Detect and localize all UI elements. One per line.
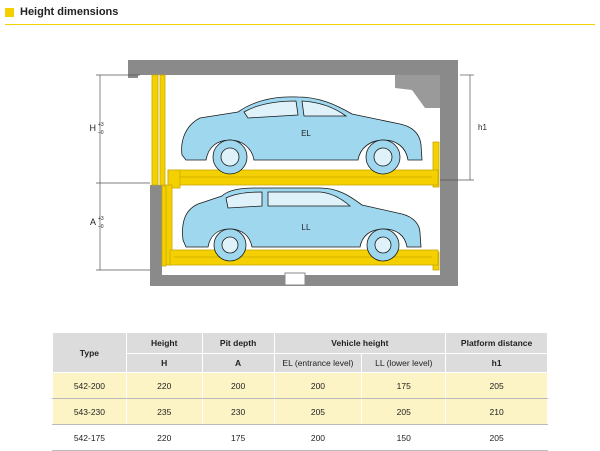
label-ll: LL: [301, 223, 311, 232]
table-row: [53, 399, 548, 425]
section-title: Height dimensions: [20, 6, 119, 18]
label-h1: h1: [478, 123, 487, 132]
label-h-tolerance-lower: –0: [98, 130, 104, 136]
cell-el: 200: [274, 373, 362, 399]
label-h-tolerance-upper: +3: [98, 122, 104, 128]
cell-h1: 205: [446, 373, 548, 399]
label-a-tolerance-lower: –0: [98, 224, 104, 230]
col-pit-depth: Pit depth: [202, 333, 274, 354]
cell-el: 200: [274, 425, 362, 451]
col-vehicle-height: Vehicle height: [274, 333, 446, 354]
cell-height: 220: [126, 425, 202, 451]
col-type: Type: [53, 333, 127, 373]
upper-platform: [168, 170, 438, 188]
col-platform-sub: h1: [446, 354, 548, 373]
cell-height: 235: [126, 399, 202, 425]
col-el: EL (entrance level): [274, 354, 362, 373]
cell-type: 542-175: [53, 425, 127, 451]
cell-pit: 200: [202, 373, 274, 399]
cell-ll: 150: [362, 425, 446, 451]
cell-pit: 230: [202, 399, 274, 425]
col-height: Height: [126, 333, 202, 354]
col-platform-distance: Platform distance: [446, 333, 548, 354]
floor-sump: [285, 273, 305, 285]
cell-ll: 175: [362, 373, 446, 399]
cell-ll: 205: [362, 399, 446, 425]
col-pit-sub: A: [202, 354, 274, 373]
table-row: [53, 425, 548, 451]
cell-h1: 210: [446, 399, 548, 425]
col-height-sub: H: [126, 354, 202, 373]
cell-height: 220: [126, 373, 202, 399]
col-ll: LL (lower level): [362, 354, 446, 373]
label-el: EL: [301, 129, 311, 138]
cell-h1: 205: [446, 425, 548, 451]
cell-pit: 175: [202, 425, 274, 451]
cell-type: 542-200: [53, 373, 127, 399]
cell-type: 543-230: [53, 399, 127, 425]
table-row: [53, 373, 548, 399]
label-a: A: [89, 217, 96, 227]
lower-platform: [170, 250, 438, 265]
cell-el: 205: [274, 399, 362, 425]
height-table: [52, 332, 548, 451]
label-h: H: [89, 123, 96, 133]
label-a-tolerance-upper: +3: [98, 216, 104, 222]
ceiling-bracket: [395, 75, 440, 108]
dimension-lines-left: [96, 75, 150, 270]
